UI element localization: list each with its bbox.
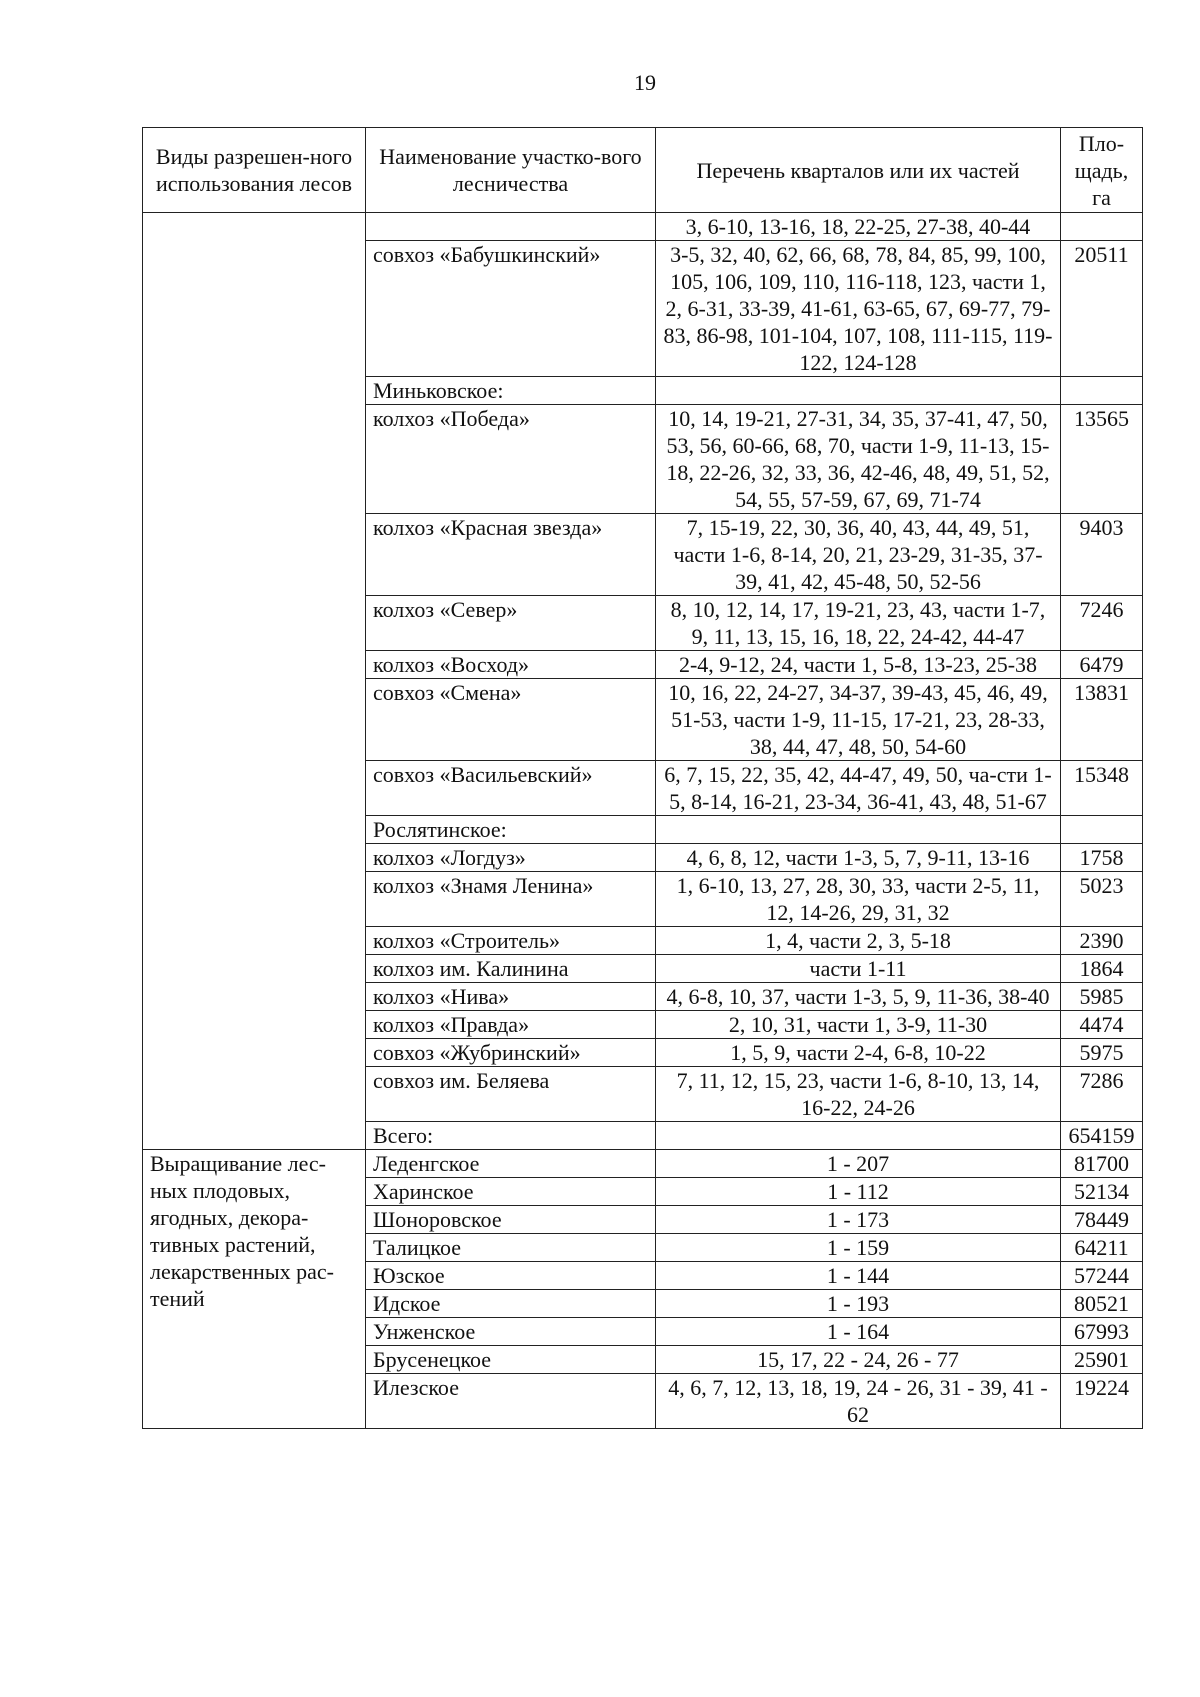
area-cell: 1864 bbox=[1061, 955, 1143, 983]
area-cell: 1758 bbox=[1061, 844, 1143, 872]
quarters-list-cell: 1, 5, 9, части 2-4, 6-8, 10-22 bbox=[656, 1039, 1061, 1067]
table-row bbox=[143, 213, 1143, 241]
table-body bbox=[143, 213, 1143, 1429]
district-name-cell: колхоз «Восход» bbox=[366, 651, 656, 679]
district-name-cell: колхоз «Правда» bbox=[366, 1011, 656, 1039]
district-name-cell: Брусенецкое bbox=[366, 1346, 656, 1374]
quarters-list-cell: 3, 6-10, 13-16, 18, 22-25, 27-38, 40-44 bbox=[656, 213, 1061, 241]
quarters-list-cell: 3-5, 32, 40, 62, 66, 68, 78, 84, 85, 99, 100, 105, 106, 109, 110, 116-118, 123, части 1, 2, 6-31, 33-39, 41-61, 63-65, 67, 69-77, 79-83, 86-98, 101-104, 107, 108, 111-115, 119-122, 124-128 bbox=[656, 241, 1061, 377]
district-name-cell: колхоз «Строитель» bbox=[366, 927, 656, 955]
quarters-list-cell: 4, 6-8, 10, 37, части 1-3, 5, 9, 11-36, 38-40 bbox=[656, 983, 1061, 1011]
district-name-cell: колхоз «Красная звезда» bbox=[366, 514, 656, 596]
district-name-cell: совхоз «Васильевский» bbox=[366, 761, 656, 816]
district-name-cell: Талицкое bbox=[366, 1234, 656, 1262]
header-use-type: Виды разрешен-ного использования лесов bbox=[143, 128, 366, 213]
district-name-cell: Унженское bbox=[366, 1318, 656, 1346]
district-name-cell: Шоноровское bbox=[366, 1206, 656, 1234]
quarters-list-cell: 1 - 112 bbox=[656, 1178, 1061, 1206]
table-header-row bbox=[143, 128, 1143, 213]
quarters-list-cell bbox=[656, 1122, 1061, 1150]
use-type-cell-empty bbox=[143, 213, 366, 1150]
area-cell: 13831 bbox=[1061, 679, 1143, 761]
quarters-list-cell: 15, 17, 22 - 24, 26 - 77 bbox=[656, 1346, 1061, 1374]
area-cell: 13565 bbox=[1061, 405, 1143, 514]
quarters-list-cell: части 1-11 bbox=[656, 955, 1061, 983]
quarters-list-cell: 1 - 159 bbox=[656, 1234, 1061, 1262]
district-name-cell: колхоз «Нива» bbox=[366, 983, 656, 1011]
quarters-list-cell: 2-4, 9-12, 24, части 1, 5-8, 13-23, 25-38 bbox=[656, 651, 1061, 679]
use-type-cell-cultivation: Выращивание лес-ных плодовых, ягодных, декора-тивных растений, лекарственных рас-тений bbox=[143, 1150, 366, 1429]
area-cell: 9403 bbox=[1061, 514, 1143, 596]
quarters-list-cell: 8, 10, 12, 14, 17, 19-21, 23, 43, части 1-7, 9, 11, 13, 15, 16, 18, 22, 24-42, 44-47 bbox=[656, 596, 1061, 651]
district-name-cell: колхоз «Север» bbox=[366, 596, 656, 651]
district-name-cell: колхоз «Победа» bbox=[366, 405, 656, 514]
area-cell: 57244 bbox=[1061, 1262, 1143, 1290]
area-cell: 25901 bbox=[1061, 1346, 1143, 1374]
area-cell: 7246 bbox=[1061, 596, 1143, 651]
district-name-cell: колхоз «Знамя Ленина» bbox=[366, 872, 656, 927]
area-cell: 81700 bbox=[1061, 1150, 1143, 1178]
area-cell bbox=[1061, 377, 1143, 405]
area-cell: 5023 bbox=[1061, 872, 1143, 927]
district-name-cell: Идское bbox=[366, 1290, 656, 1318]
quarters-list-cell: 6, 7, 15, 22, 35, 42, 44-47, 49, 50, ча-сти 1-5, 8-14, 16-21, 23-34, 36-41, 43, 48, 51-67 bbox=[656, 761, 1061, 816]
quarters-list-cell: 1, 6-10, 13, 27, 28, 30, 33, части 2-5, 11, 12, 14-26, 29, 31, 32 bbox=[656, 872, 1061, 927]
table-row bbox=[143, 1150, 1143, 1178]
quarters-list-cell: 1, 4, части 2, 3, 5-18 bbox=[656, 927, 1061, 955]
district-name-cell: Илезское bbox=[366, 1374, 656, 1429]
district-name-cell: совхоз «Жубринский» bbox=[366, 1039, 656, 1067]
quarters-list-cell: 7, 15-19, 22, 30, 36, 40, 43, 44, 49, 51, части 1-6, 8-14, 20, 21, 23-29, 31-35, 37-39, 41, 42, 45-48, 50, 52-56 bbox=[656, 514, 1061, 596]
district-name-cell: Харинское bbox=[366, 1178, 656, 1206]
page-number: 19 bbox=[634, 70, 656, 95]
quarters-list-cell: 10, 14, 19-21, 27-31, 34, 35, 37-41, 47, 50, 53, 56, 60-66, 68, 70, части 1-9, 11-13, 15-18, 22-26, 32, 33, 36, 42-46, 48, 49, 51, 52, 54, 55, 57-59, 67, 69, 71-74 bbox=[656, 405, 1061, 514]
area-cell bbox=[1061, 816, 1143, 844]
quarters-list-cell: 4, 6, 8, 12, части 1-3, 5, 7, 9-11, 13-16 bbox=[656, 844, 1061, 872]
quarters-list-cell: 2, 10, 31, части 1, 3-9, 11-30 bbox=[656, 1011, 1061, 1039]
area-cell: 67993 bbox=[1061, 1318, 1143, 1346]
district-name-cell: Миньковское: bbox=[366, 377, 656, 405]
header-district-name: Наименование участко-вого лесничества bbox=[366, 128, 656, 213]
quarters-list-cell: 4, 6, 7, 12, 13, 18, 19, 24 - 26, 31 - 39, 41 - 62 bbox=[656, 1374, 1061, 1429]
quarters-list-cell: 1 - 173 bbox=[656, 1206, 1061, 1234]
quarters-list-cell bbox=[656, 816, 1061, 844]
district-name-cell: совхоз «Бабушкинский» bbox=[366, 241, 656, 377]
header-quarters-list: Перечень кварталов или их частей bbox=[656, 128, 1061, 213]
area-cell: 5985 bbox=[1061, 983, 1143, 1011]
district-name-cell: Юзское bbox=[366, 1262, 656, 1290]
area-cell bbox=[1061, 213, 1143, 241]
area-cell: 64211 bbox=[1061, 1234, 1143, 1262]
area-cell: 78449 bbox=[1061, 1206, 1143, 1234]
area-cell: 6479 bbox=[1061, 651, 1143, 679]
area-cell: 7286 bbox=[1061, 1067, 1143, 1122]
area-cell: 5975 bbox=[1061, 1039, 1143, 1067]
area-cell: 20511 bbox=[1061, 241, 1143, 377]
header-area: Пло-щадь, га bbox=[1061, 128, 1143, 213]
quarters-list-cell: 1 - 207 bbox=[656, 1150, 1061, 1178]
district-name-cell bbox=[366, 213, 656, 241]
area-cell: 80521 bbox=[1061, 1290, 1143, 1318]
district-name-cell: Всего: bbox=[366, 1122, 656, 1150]
area-cell: 2390 bbox=[1061, 927, 1143, 955]
area-cell: 4474 bbox=[1061, 1011, 1143, 1039]
district-name-cell: колхоз «Логдуз» bbox=[366, 844, 656, 872]
district-name-cell: совхоз «Смена» bbox=[366, 679, 656, 761]
forest-use-table bbox=[142, 127, 1143, 1429]
district-name-cell: Рослятинское: bbox=[366, 816, 656, 844]
quarters-list-cell: 1 - 144 bbox=[656, 1262, 1061, 1290]
area-cell: 15348 bbox=[1061, 761, 1143, 816]
district-name-cell: совхоз им. Беляева bbox=[366, 1067, 656, 1122]
district-name-cell: Леденгское bbox=[366, 1150, 656, 1178]
quarters-list-cell bbox=[656, 377, 1061, 405]
quarters-list-cell: 10, 16, 22, 24-27, 34-37, 39-43, 45, 46, 49, 51-53, части 1-9, 11-15, 17-21, 23, 28-33, 38, 44, 47, 48, 50, 54-60 bbox=[656, 679, 1061, 761]
quarters-list-cell: 1 - 164 bbox=[656, 1318, 1061, 1346]
area-cell: 19224 bbox=[1061, 1374, 1143, 1429]
quarters-list-cell: 7, 11, 12, 15, 23, части 1-6, 8-10, 13, 14, 16-22, 24-26 bbox=[656, 1067, 1061, 1122]
area-cell: 52134 bbox=[1061, 1178, 1143, 1206]
area-cell: 654159 bbox=[1061, 1122, 1143, 1150]
quarters-list-cell: 1 - 193 bbox=[656, 1290, 1061, 1318]
district-name-cell: колхоз им. Калинина bbox=[366, 955, 656, 983]
